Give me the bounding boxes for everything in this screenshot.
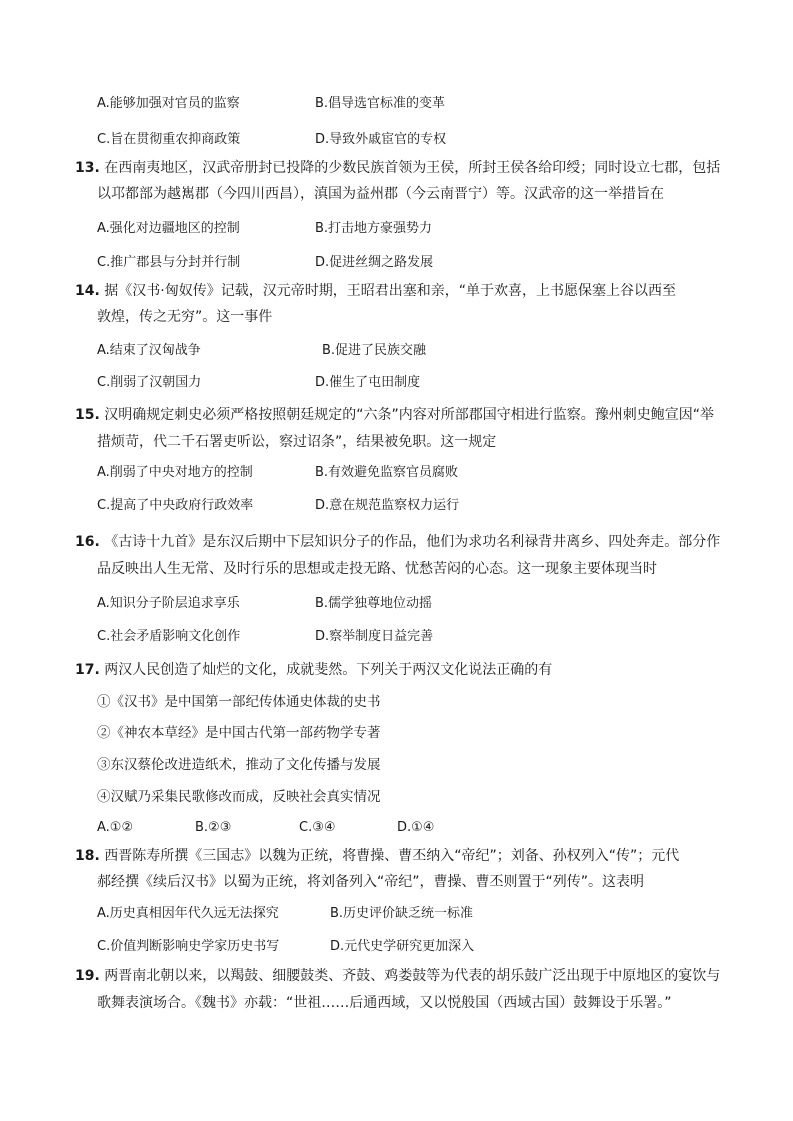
q15-stem-line1 bbox=[75, 405, 714, 425]
q18-option-b: B.历史评价缺乏统一标准 bbox=[330, 906, 474, 921]
q15-option-c: C.提高了中央政府行政效率 bbox=[97, 498, 254, 513]
q15-option-b: B.有效避免监察官员腐败 bbox=[315, 465, 459, 480]
q14-stem-text: 据《汉书·匈奴传》记载，汉元帝时期，王昭君出塞和亲，“单于欢喜，上书愿保塞上谷以西至 bbox=[104, 283, 676, 299]
q16-option-c: C.社会矛盾影响文化创作 bbox=[97, 629, 241, 644]
q14-stem-line1 bbox=[75, 281, 676, 301]
q14-option-d: D.催生了屯田制度 bbox=[315, 375, 421, 390]
q17-item-1: ①《汉书》是中国第一部纪传体通史体裁的史书 bbox=[97, 694, 381, 710]
q17-stem-line1 bbox=[75, 660, 552, 680]
q15-option-a: A.削弱了中央对地方的控制 bbox=[97, 465, 253, 480]
q19-stem-line1 bbox=[75, 966, 720, 986]
q15-stem-line2: 措烦苛，代二千石署吏听讼，察过诏条”，结果被免职。这一规定 bbox=[97, 434, 497, 450]
q13-stem-text: 在西南夷地区，汉武帝册封已投降的少数民族首领为王侯，所封王侯各给印绶；同时设立七郡，包括 bbox=[104, 160, 721, 176]
q12-option-a: A.能够加强对官员的监察 bbox=[97, 96, 240, 111]
q18-stem-line2: 郝经撰《续后汉书》以蜀为正统，将刘备列入“帝纪”，曹操、曹丕则置于“列传”。这表明 bbox=[97, 874, 645, 890]
q13-stem-line2: 以邛都部为越嶲郡（今四川西昌），滇国为益州郡（今云南晋宁）等。汉武帝的这一举措旨在 bbox=[97, 186, 664, 202]
q14-option-c: C.削弱了汉朝国力 bbox=[97, 375, 202, 390]
q13-option-a: A.强化对边疆地区的控制 bbox=[97, 221, 240, 236]
q13-stem-line1 bbox=[75, 158, 720, 178]
q13-option-b: B.打击地方豪强势力 bbox=[315, 221, 433, 236]
q15-option-d: D.意在规范监察权力运行 bbox=[315, 498, 460, 513]
q13-option-c: C.推广郡县与分封并行制 bbox=[97, 255, 241, 270]
q17-item-2: ②《神农本草经》是中国古代第一部药物学专著 bbox=[97, 725, 381, 741]
q16-option-b: B.儒学独尊地位动摇 bbox=[315, 596, 433, 611]
q14-option-a: A.结束了汉匈战争 bbox=[97, 343, 201, 358]
q14-stem-line2: 敦煌，传之无穷”。这一事件 bbox=[97, 309, 273, 325]
q16-option-d: D.察举制度日益完善 bbox=[315, 629, 434, 644]
q14-number: 14. bbox=[75, 283, 100, 299]
q15-number: 15. bbox=[75, 407, 100, 423]
q16-option-a: A.知识分子阶层追求享乐 bbox=[97, 596, 240, 611]
q14-option-b: B.促进了民族交融 bbox=[322, 343, 427, 358]
q17-option-d: D.①④ bbox=[397, 820, 435, 835]
q18-stem-line1 bbox=[75, 846, 679, 866]
q19-stem-line2: 歌舞表演场合。《魏书》亦载：“世祖……后通西域，又以悦般国（西域古国）鼓舞设于乐署。” bbox=[97, 995, 672, 1011]
q19-number: 19. bbox=[75, 968, 100, 984]
q13-option-d: D.促进丝绸之路发展 bbox=[315, 255, 434, 270]
q15-stem-text: 汉明确规定刺史必须严格按照朝廷规定的“六条”内容对所部郡国守相进行监察。豫州刺史鲍宣因“举 bbox=[104, 407, 715, 423]
q13-number: 13. bbox=[75, 160, 100, 176]
q16-stem-text: 《古诗十九首》是东汉后期中下层知识分子的作品，他们为求功名利禄背井离乡、四处奔走。部分作 bbox=[104, 534, 721, 550]
q17-item-3: ③东汉蔡伦改进造纸术，推动了文化传播与发展 bbox=[97, 757, 381, 773]
q17-item-4: ④汉赋乃采集民歌修改而成，反映社会真实情况 bbox=[97, 789, 381, 805]
q16-number: 16. bbox=[75, 534, 100, 550]
q18-number: 18. bbox=[75, 848, 100, 864]
q12-option-d: D.导致外戚宦官的专权 bbox=[315, 132, 447, 147]
q17-option-b: B.②③ bbox=[195, 820, 232, 835]
q18-stem-text: 西晋陈寿所撰《三国志》以魏为正统，将曹操、曹丕纳入“帝纪”；刘备、孙权列入“传”；元代 bbox=[104, 848, 680, 864]
q18-option-d: D.元代史学研究更加深入 bbox=[330, 939, 475, 954]
q16-stem-line1 bbox=[75, 532, 720, 552]
q18-option-a: A.历史真相因年代久远无法探究 bbox=[97, 906, 279, 921]
q17-number: 17. bbox=[75, 662, 100, 678]
q12-option-c: C.旨在贯彻重农抑商政策 bbox=[97, 132, 241, 147]
q12-option-b: B.倡导选官标准的变革 bbox=[315, 96, 446, 111]
q17-option-c: C.③④ bbox=[299, 820, 336, 835]
q18-option-c: C.价值判断影响史学家历史书写 bbox=[97, 939, 280, 954]
q16-stem-line2: 品反映出人生无常、及时行乐的思想或走投无路、忧愁苦闷的心态。这一现象主要体现当时 bbox=[97, 561, 657, 577]
q19-stem-text: 两晋南北朝以来，以羯鼓、细腰鼓类、齐鼓、鸡娄鼓等为代表的胡乐鼓广泛出现于中原地区的宴饮与 bbox=[104, 968, 721, 984]
q17-option-a: A.①② bbox=[97, 820, 134, 835]
q17-stem-text: 两汉人民创造了灿烂的文化，成就斐然。下列关于两汉文化说法正确的有 bbox=[104, 662, 553, 678]
